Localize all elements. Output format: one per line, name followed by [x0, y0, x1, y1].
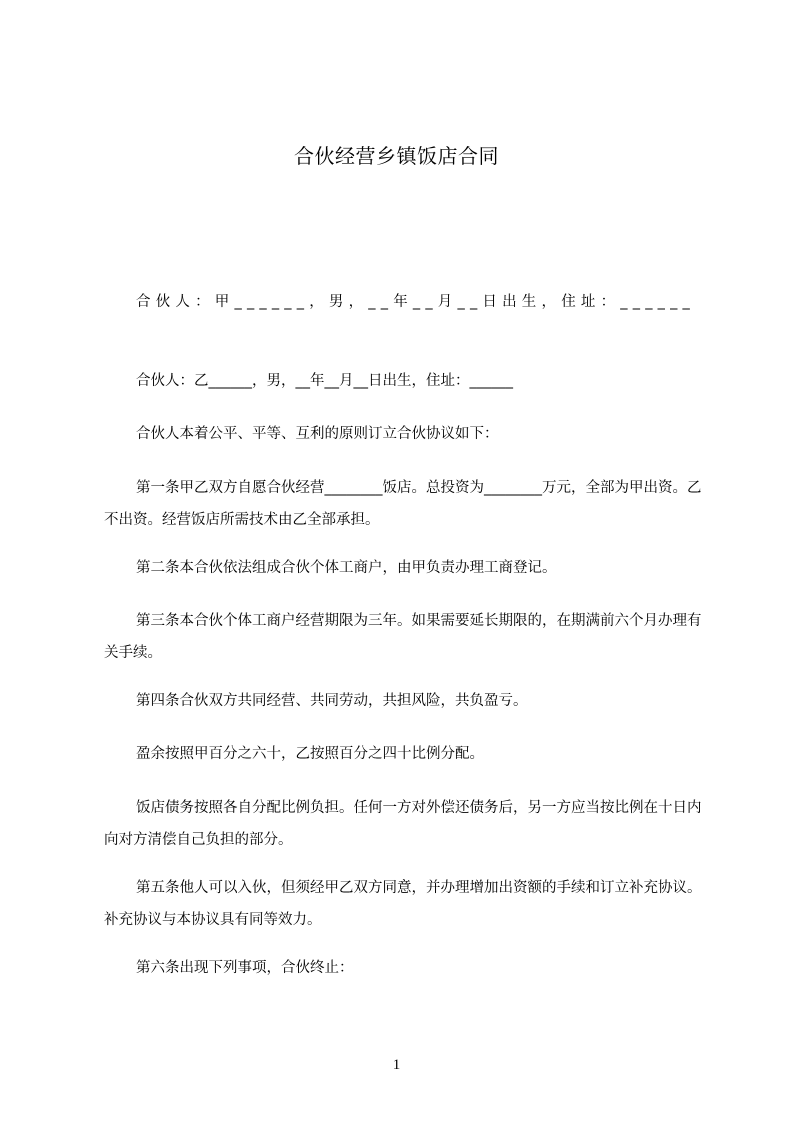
partner-b-line: 合伙人：乙______，男，__年__月__日出生，住址：______ [136, 373, 513, 389]
partner-a-line: 合伙人：甲______，男，__年__月__日出生，住址：______ [136, 294, 695, 310]
agreement-intro: 合伙人本着公平、平等、互利的原则订立合伙协议如下： [136, 426, 499, 442]
article-5: 第五条他人可以入伙，但须经甲乙双方同意，并办理增加出资额的手续和订立补充协议。补充协议与本协议具有同等效力。 [104, 880, 702, 928]
document-title: 合伙经营乡镇饭店合同 [294, 144, 499, 168]
article-2: 第二条本合伙依法组成合伙个体工商户，由甲负责办理工商登记。 [136, 560, 557, 576]
article-3: 第三条本合伙个体工商户经营期限为三年。如果需要延长期限的，在期满前六个月办理有关手续。 [104, 613, 702, 661]
article-6: 第六条出现下列事项，合伙终止： [136, 960, 354, 976]
profit-distribution: 盈余按照甲百分之六十，乙按照百分之四十比例分配。 [136, 746, 484, 762]
debt-sharing: 饭店债务按照各自分配比例负担。任何一方对外偿还债务后，另一方应当按比例在十日内向对方清偿自己负担的部分。 [104, 800, 702, 848]
page-number: 1 [392, 1057, 401, 1073]
article-1: 第一条甲乙双方自愿合伙经营________饭店。总投资为________万元，全部为甲出资。乙不出资。经营饭店所需技术由乙全部承担。 [104, 480, 702, 528]
article-4: 第四条合伙双方共同经营、共同劳动，共担风险，共负盈亏。 [136, 693, 528, 709]
